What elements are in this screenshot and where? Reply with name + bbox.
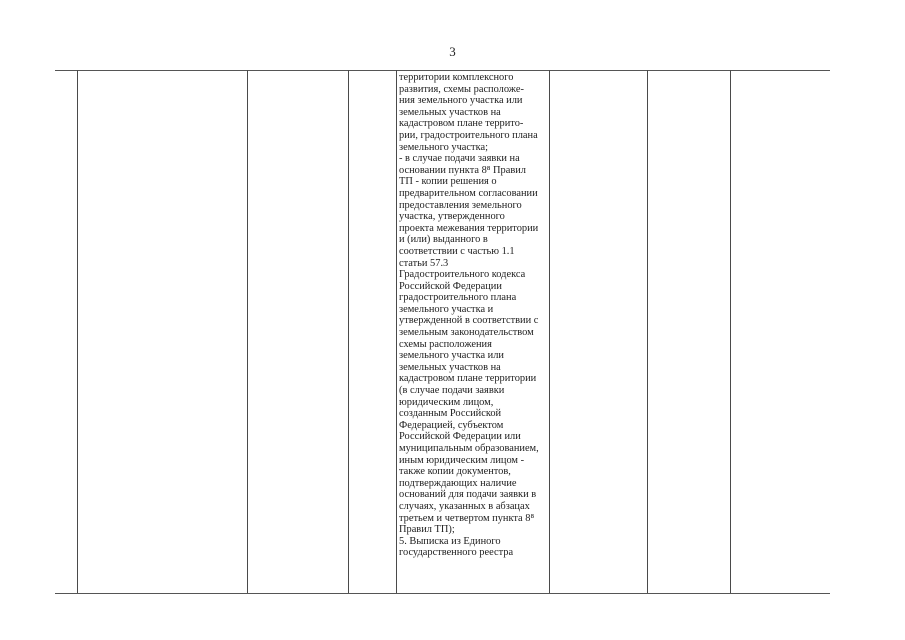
cell-text-line: - в случае подачи заявки на — [399, 153, 520, 165]
cell-text-line: кадастровом плане террито- — [399, 118, 524, 130]
table-cell-requirements-text — [399, 72, 549, 559]
cell-text-line: статьи 57.3 — [399, 257, 449, 269]
cell-text-line: Российской Федерации — [399, 280, 502, 292]
cell-text-line: предоставления земельного — [399, 199, 522, 211]
cell-text-line: также копии документов, — [399, 466, 511, 478]
cell-text-line: третьем и четвертом пункта 8⁸ — [399, 512, 535, 524]
cell-text-line: подтверждающих наличие — [399, 477, 517, 489]
cell-text-line: государственного реестра — [399, 547, 514, 559]
cell-text-line: соответствии с частью 1.1 — [399, 245, 515, 257]
cell-text-line: территории комплексного — [399, 72, 514, 83]
cell-text-line: проекта межевания территории — [399, 222, 539, 234]
cell-text-line: Федерацией, субъектом — [399, 419, 504, 431]
cell-text-line: земельным законодательством — [399, 327, 534, 339]
cell-text-line: земельных участков на — [399, 361, 501, 373]
cell-text-line: Градостроительного кодекса — [399, 269, 526, 281]
cell-text-line: Правил ТП); — [399, 524, 455, 536]
cell-text-line: кадастровом плане территории — [399, 373, 537, 385]
cell-text-line: (в случае подачи заявки — [399, 385, 505, 397]
cell-text-line: иным юридическим лицом - — [399, 454, 525, 466]
page-number: 3 — [449, 44, 456, 59]
table-column-divider — [77, 70, 78, 593]
table-column-divider — [247, 70, 248, 593]
cell-text-line: муниципальным образованием, — [399, 443, 539, 454]
cell-text-line: земельных участков на — [399, 106, 501, 118]
cell-text-line: ния земельного участка или — [399, 95, 523, 107]
cell-text-line: утвержденной в соответствии с — [399, 315, 539, 327]
table-column-divider — [549, 70, 550, 593]
table-column-divider — [396, 70, 397, 593]
cell-text-line: земельного участка или — [399, 350, 504, 362]
cell-text-line: земельного участка и — [399, 303, 494, 315]
cell-text-line: 5. Выписка из Единого — [399, 535, 501, 547]
cell-text-line: предварительном согласовании — [399, 187, 538, 199]
cell-text-line: случаях, указанных в абзацах — [399, 500, 530, 512]
cell-text-line: схемы расположения — [399, 338, 492, 350]
cell-text-line: земельного участка; — [399, 141, 488, 153]
cell-text-line: развития, схемы расположе- — [399, 83, 524, 95]
table-column-divider — [348, 70, 349, 593]
cell-text-line: оснований для подачи заявки в — [399, 489, 537, 501]
cell-text-line: рии, градостроительного плана — [399, 129, 538, 141]
cell-text-line: основании пункта 8⁸ Правил — [399, 164, 526, 176]
cell-text-line: ТП - копии решения о — [399, 176, 497, 188]
cell-text-line: участка, утвержденного — [399, 211, 505, 223]
cell-text-line: созданным Российской — [399, 408, 502, 420]
table-column-divider — [730, 70, 731, 593]
cell-text-line: и (или) выданного в — [399, 234, 488, 246]
cell-text-line: Российской Федерации или — [399, 431, 521, 443]
table-column-divider — [647, 70, 648, 593]
cell-text-line: градостроительного плана — [399, 292, 517, 304]
cell-text-line: юридическим лицом, — [399, 396, 494, 408]
